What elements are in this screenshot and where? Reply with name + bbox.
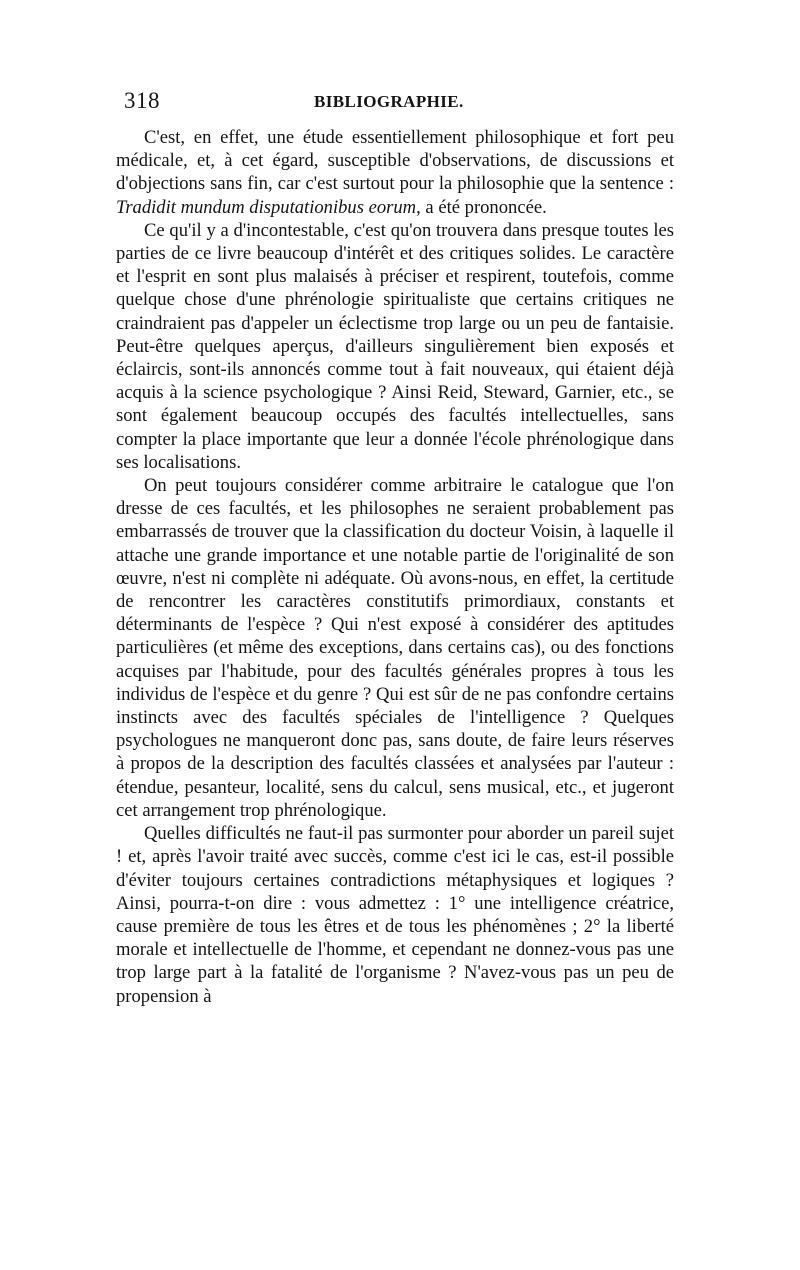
- paragraph-3: On peut toujours considérer comme arbitraire le catalogue que l'on dresse de ces facultés, et les philosophes ne seraient probablement pas embarrassés de trouver que la classification du docteur Voisin, à laquelle il attache une grande importance et une notable partie de l'originalité de son œuvre, n'est ni complète ni adéquate. Où avons-nous, en effet, la certitude de rencontrer les caractères constitutifs primordiaux, constants et déterminants de l'espèce ? Qui n'est exposé à considérer des aptitudes particulières (et même des exceptions, dans certains cas), ou des fonctions acquises par l'habitude, pour des facultés générales propres à tous les individus de l'espèce et du genre ? Qui est sûr de ne pas confondre certains instincts avec des facultés spéciales de l'intelligence ? Quelques psychologues ne manqueront donc pas, sans doute, de faire leurs réserves à propos de la description des facultés classées et analysées par l'auteur : étendue, pesanteur, localité, sens du calcul, sens musical, etc., et jugeront cet arrangement trop phrénologique.: [116, 475, 674, 821]
- page-header: [116, 88, 674, 124]
- running-head: BIBLIOGRAPHIE.: [314, 92, 464, 111]
- page-number: 318: [124, 88, 160, 113]
- paragraph-1: [116, 126, 674, 219]
- latin-quote: Tradidit mundum disputationibus eorum: [116, 196, 417, 218]
- paragraph-2: Ce qu'il y a d'incontestable, c'est qu'on trouvera dans presque toutes les parties de ce livre beaucoup d'intérêt et des critiques solides. Le caractère et l'esprit en sont plus malaisés à préciser et respirent, toutefois, comme quelque chose d'une phrénologie spiritualiste que certains critiques ne craindraient pas d'appeler un éclectisme trop large ou un peu de fantaisie. Peut-être quelques aperçus, d'ailleurs singulièrement bien exposés et éclaircis, sont-ils annoncés comme tout à fait nouveaux, qui étaient déjà acquis à la science psychologique ? Ainsi Reid, Steward, Garnier, etc., se sont également beaucoup occupés des facultés intellectuelles, sans compter la place importante que leur a donnée l'école phrénologique dans ses localisations.: [116, 219, 674, 473]
- body-text: [116, 126, 674, 1008]
- paragraph-1-end: , a été prononcée.: [416, 196, 547, 218]
- book-page: [116, 88, 674, 1008]
- paragraph-4: Quelles difficultés ne faut-il pas surmonter pour aborder un pareil sujet ! et, après l'avoir traité avec succès, comme c'est ici le cas, est-il possible d'éviter toujours certaines contradictions métaphysiques et logiques ? Ainsi, pourra-t-on dire : vous admettez : 1° une intelligence créatrice, cause première de tous les êtres et de tous les phénomènes ; 2° la liberté morale et intellectuelle de l'homme, et cependant ne donnez-vous pas une trop large part à la fatalité de l'organisme ? N'avez-vous pas un peu de propension à: [116, 823, 674, 1007]
- paragraph-1-text: C'est, en effet, une étude essentiellement philosophique et fort peu médicale, et, à cet égard, susceptible d'observations, de discussions et d'objections sans fin, car c'est surtout pour la philosophie que la sentence :: [116, 127, 674, 195]
